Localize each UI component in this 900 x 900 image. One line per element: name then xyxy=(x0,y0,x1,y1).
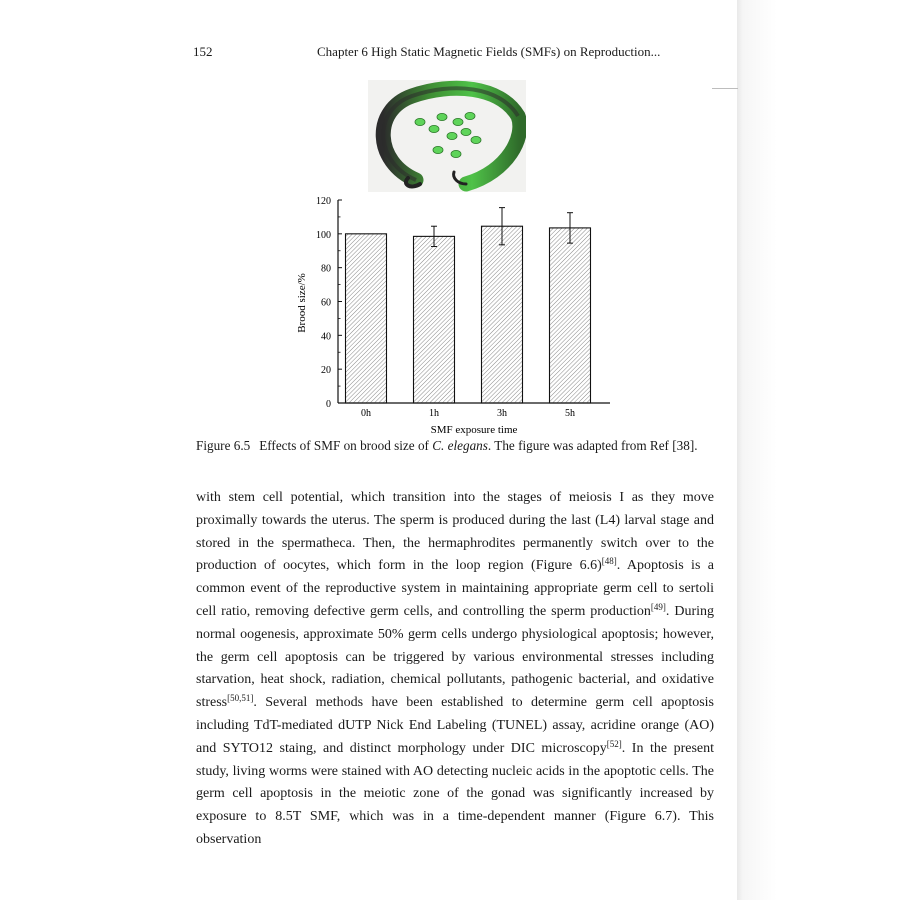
x-axis-label: SMF exposure time xyxy=(430,424,518,436)
caption-species: C. elegans xyxy=(432,438,488,453)
page-number: 152 xyxy=(193,44,213,59)
page-edge-mark xyxy=(712,88,738,89)
y-tick-label: 20 xyxy=(321,365,331,377)
y-tick-label: 100 xyxy=(316,229,331,241)
brood-size-chart xyxy=(290,190,620,438)
x-tick-label-0h: 0h xyxy=(361,408,371,419)
body-paragraph xyxy=(196,487,714,852)
y-tick-label: 0 xyxy=(326,399,331,410)
caption-text-start: Effects of SMF on brood size of xyxy=(259,438,433,453)
x-tick-label-3h: 3h xyxy=(497,408,507,419)
y-tick-label: 80 xyxy=(321,263,331,275)
body-text-1: with stem cell potential, which transition into the stages of meiosis I as they move proximally towards the uterus. The sperm is produced during the last (L4) larval stage and stored in the spermatheca. Then, the hermaphrodites permanently switch over to the production of oocytes, which form in the loop region (Figure 6.6) xyxy=(196,490,714,574)
x-tick-label-5h: 5h xyxy=(565,408,575,419)
bar-1h xyxy=(414,236,455,403)
chart-svg xyxy=(290,190,620,438)
worm-micrograph xyxy=(368,80,526,192)
x-ticks xyxy=(361,408,575,419)
citation-48: [48] xyxy=(601,556,617,567)
body-text-5: . In the present study, living worms were stained with AO detecting nucleic acids in the apoptotic cells. The germ cell apoptosis in the meiotic zone of the gonad was significantly increased by exposure to 8.5T SMF, which was in a time-dependent manner (Figure 6.7). This observation xyxy=(196,740,715,847)
y-tick-label: 60 xyxy=(321,297,331,309)
adjacent-page-edge xyxy=(737,0,900,900)
body-text-3: . During normal oogenesis, approximate 50% germ cells undergo physiological apoptosis; however, the germ cell apoptosis can be triggered by various environmental stresses including starvation, heat shock, radiation, chemical pollutants, pathogenic bacterial, and oxidative stress xyxy=(196,603,714,711)
body-text-4: . Several methods have been established to determine germ cell apoptosis including TdT-mediated dUTP Nick End Labeling (TUNEL) assay, acridine orange (AO) and SYTO12 staing, and distinct morphology under DIC microscopy xyxy=(196,695,714,756)
citation-50-51: [50,51] xyxy=(227,693,254,704)
y-axis-label: Brood size/% xyxy=(296,273,308,333)
bar-series xyxy=(346,208,591,403)
bar-0h xyxy=(346,234,387,403)
figure-label: Figure 6.5 xyxy=(196,438,251,453)
y-tick-label: 120 xyxy=(316,196,331,207)
y-tick-label: 40 xyxy=(321,331,331,343)
bar-3h xyxy=(482,226,523,403)
caption-text-end: . The figure was adapted from Ref [38]. xyxy=(487,438,698,453)
running-title: Chapter 6 High Static Magnetic Fields (SMFs) on Reproduction... xyxy=(317,44,661,59)
x-tick-label-1h: 1h xyxy=(429,408,439,419)
figure-caption xyxy=(196,436,712,456)
worm-image xyxy=(368,80,526,192)
bar-5h xyxy=(550,228,591,403)
citation-52: [52] xyxy=(606,738,622,749)
body-text-2: . Apoptosis is a common event of the reproductive system in maintaining appropriate germ cell to sertoli cell ratio, removing defective germ cells, and controlling the sperm production xyxy=(196,558,714,619)
citation-49: [49] xyxy=(650,601,666,612)
